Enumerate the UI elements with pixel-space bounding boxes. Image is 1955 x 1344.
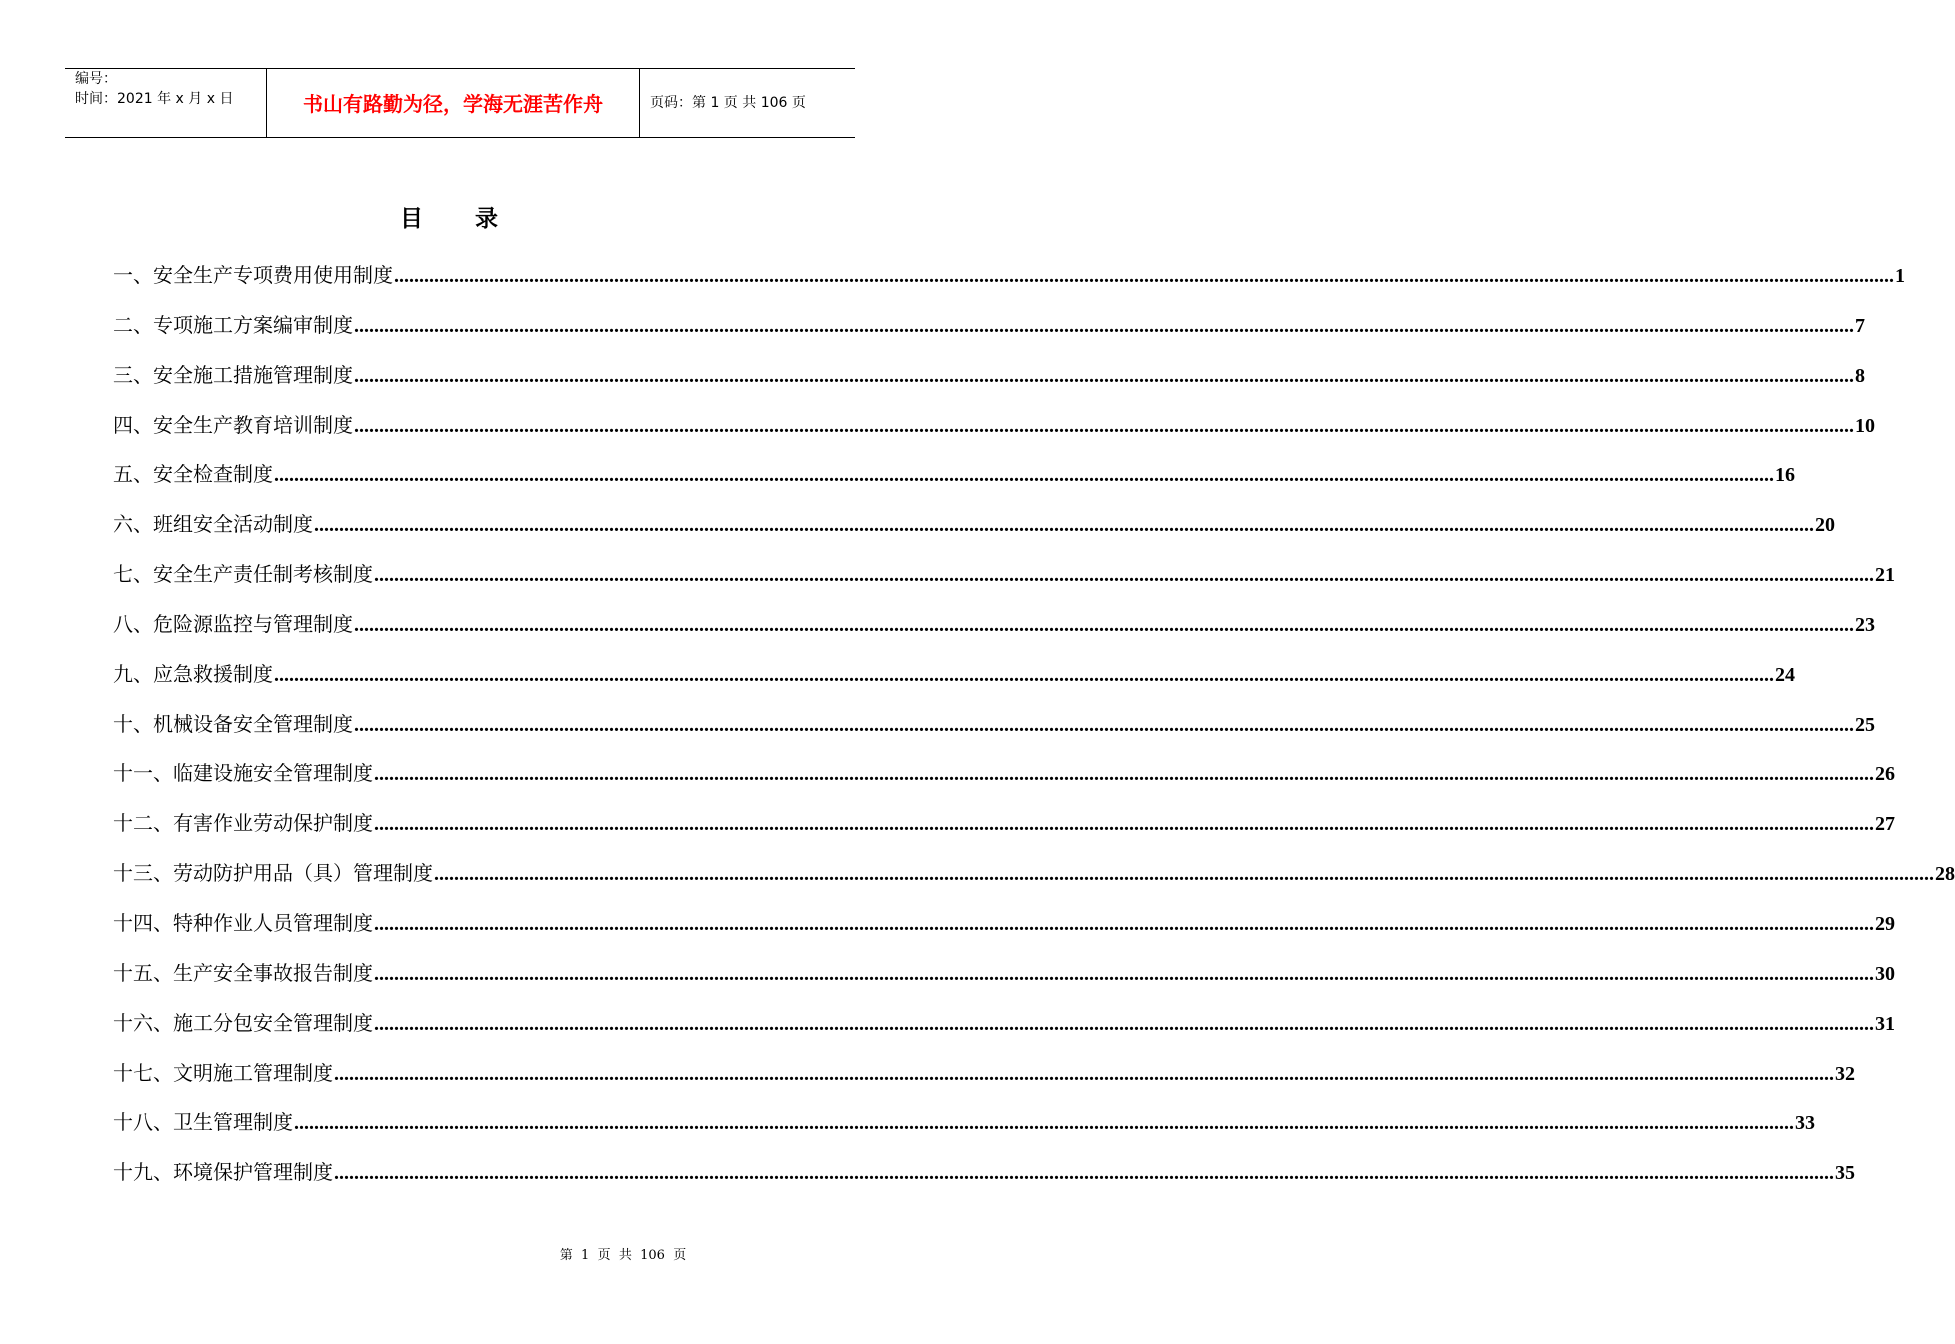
toc-entry-label: 十三、劳动防护用品（具）管理制度 [113, 861, 433, 886]
toc-entry[interactable] [113, 559, 1895, 609]
page-footer [0, 1248, 1246, 1264]
date-label: 时间：2021 年 x 月 x 日 [75, 91, 234, 107]
toc-entry-label: 二、专项施工方案编审制度 [113, 312, 353, 337]
toc-entry-page: 32 [1835, 1062, 1855, 1085]
toc-entry-label: 十二、有害作业劳动保护制度 [113, 811, 373, 836]
toc-entry-label: 六、班组安全活动制度 [113, 512, 313, 537]
toc-leader-dots: ............................................................................................................................................................................................................................................................................................................ [354, 314, 1854, 337]
toc-entry-label: 十七、文明施工管理制度 [113, 1060, 333, 1085]
toc-entry[interactable] [113, 659, 1795, 709]
toc-leader-dots: ............................................................................................................................................................................................................................................................................................................ [274, 464, 1774, 487]
toc-entry-page: 25 [1855, 713, 1875, 736]
motto-text: 书山有路勤为径，学海无涯苦作舟 [303, 92, 603, 116]
toc-entry-page: 8 [1855, 364, 1865, 387]
page-info-label: 页码：第 1 页 共 106 页 [650, 95, 806, 111]
header-info-cell [65, 69, 267, 137]
toc-entry-label: 十六、施工分包安全管理制度 [113, 1010, 373, 1035]
toc-entry[interactable] [113, 1058, 1855, 1108]
toc-entry-label: 十九、环境保护管理制度 [113, 1160, 333, 1185]
toc-entry-label: 八、危险源监控与管理制度 [113, 611, 353, 636]
toc-leader-dots: ............................................................................................................................................................................................................................................................................................................ [394, 265, 1894, 287]
toc-entry-page: 29 [1875, 912, 1895, 935]
toc-entry-page: 27 [1875, 813, 1895, 836]
toc-entry-page: 24 [1775, 663, 1795, 686]
toc-entry-page: 21 [1875, 564, 1895, 587]
toc-entry-label: 五、安全检查制度 [113, 462, 273, 487]
toc-leader-dots: ............................................................................................................................................................................................................................................................................................................ [334, 1062, 1834, 1085]
toc-entry[interactable] [113, 410, 1875, 460]
toc-leader-dots: ............................................................................................................................................................................................................................................................................................................ [374, 1012, 1874, 1035]
toc-entry[interactable] [113, 360, 1865, 410]
footer-page-number: 第 1 页 共 106 页 [559, 1248, 687, 1263]
toc-entry-label: 九、应急救援制度 [113, 661, 273, 686]
toc-leader-dots: ............................................................................................................................................................................................................................................................................................................ [334, 1162, 1834, 1185]
toc-entry[interactable] [113, 1107, 1815, 1157]
toc-entry[interactable] [113, 310, 1865, 360]
toc-entry[interactable] [113, 958, 1895, 1008]
toc-entry-page: 7 [1855, 314, 1865, 337]
toc-entry[interactable] [113, 260, 1905, 310]
toc-leader-dots: ............................................................................................................................................................................................................................................................................................................ [374, 912, 1874, 935]
toc-entry-page: 26 [1875, 763, 1895, 786]
toc-leader-dots: ............................................................................................................................................................................................................................................................................................................ [434, 863, 1934, 886]
toc-leader-dots: ............................................................................................................................................................................................................................................................................................................ [374, 564, 1874, 587]
toc-entry-label: 一、安全生产专项费用使用制度 [113, 263, 393, 287]
toc-entry[interactable] [113, 609, 1875, 659]
page-header [65, 68, 855, 138]
toc-leader-dots: ............................................................................................................................................................................................................................................................................................................ [354, 414, 1854, 437]
toc-entry-page: 1 [1895, 265, 1905, 287]
toc-entry-page: 28 [1935, 863, 1955, 886]
toc-entry-page: 10 [1855, 414, 1875, 437]
toc-entry-label: 十四、特种作业人员管理制度 [113, 910, 373, 935]
toc-entry-page: 16 [1775, 464, 1795, 487]
toc-entry-label: 七、安全生产责任制考核制度 [113, 562, 373, 587]
toc-entry-page: 35 [1835, 1162, 1855, 1185]
toc-entry-page: 23 [1855, 613, 1875, 636]
toc-entry-label: 十五、生产安全事故报告制度 [113, 960, 373, 985]
toc-entry-page: 33 [1795, 1112, 1815, 1135]
toc-entry-label: 四、安全生产教育培训制度 [113, 412, 353, 437]
toc-entry[interactable] [113, 1008, 1895, 1058]
toc-leader-dots: ............................................................................................................................................................................................................................................................................................................ [354, 613, 1854, 636]
toc-title: 目 录 [399, 205, 520, 232]
toc-entry-label: 十八、卫生管理制度 [113, 1110, 293, 1135]
toc-leader-dots: ............................................................................................................................................................................................................................................................................................................ [374, 763, 1874, 786]
toc-leader-dots: ............................................................................................................................................................................................................................................................................................................ [374, 813, 1874, 836]
header-page-cell [640, 69, 855, 137]
table-of-contents [113, 260, 1955, 1207]
toc-entry[interactable] [113, 459, 1795, 509]
toc-leader-dots: ............................................................................................................................................................................................................................................................................................................ [314, 514, 1814, 537]
toc-entry-label: 十一、临建设施安全管理制度 [113, 761, 373, 786]
toc-leader-dots: ............................................................................................................................................................................................................................................................................................................ [354, 364, 1854, 387]
toc-leader-dots: ............................................................................................................................................................................................................................................................................................................ [354, 713, 1854, 736]
serial-number-label: 编号： [75, 71, 117, 87]
toc-entry[interactable] [113, 1157, 1855, 1207]
toc-entry[interactable] [113, 509, 1835, 559]
toc-entry[interactable] [113, 908, 1895, 958]
toc-entry-label: 三、安全施工措施管理制度 [113, 362, 353, 387]
toc-entry[interactable] [113, 858, 1955, 908]
toc-entry-page: 20 [1815, 514, 1835, 537]
toc-entry[interactable] [113, 758, 1895, 808]
toc-entry-label: 十、机械设备安全管理制度 [113, 711, 353, 736]
toc-leader-dots: ............................................................................................................................................................................................................................................................................................................ [294, 1112, 1794, 1135]
toc-entry-page: 31 [1875, 1012, 1895, 1035]
header-motto-cell [267, 69, 640, 137]
toc-entry-page: 30 [1875, 962, 1895, 985]
toc-leader-dots: ............................................................................................................................................................................................................................................................................................................ [274, 663, 1774, 686]
toc-entry[interactable] [113, 808, 1895, 858]
toc-leader-dots: ............................................................................................................................................................................................................................................................................................................ [374, 962, 1874, 985]
toc-entry[interactable] [113, 709, 1875, 759]
